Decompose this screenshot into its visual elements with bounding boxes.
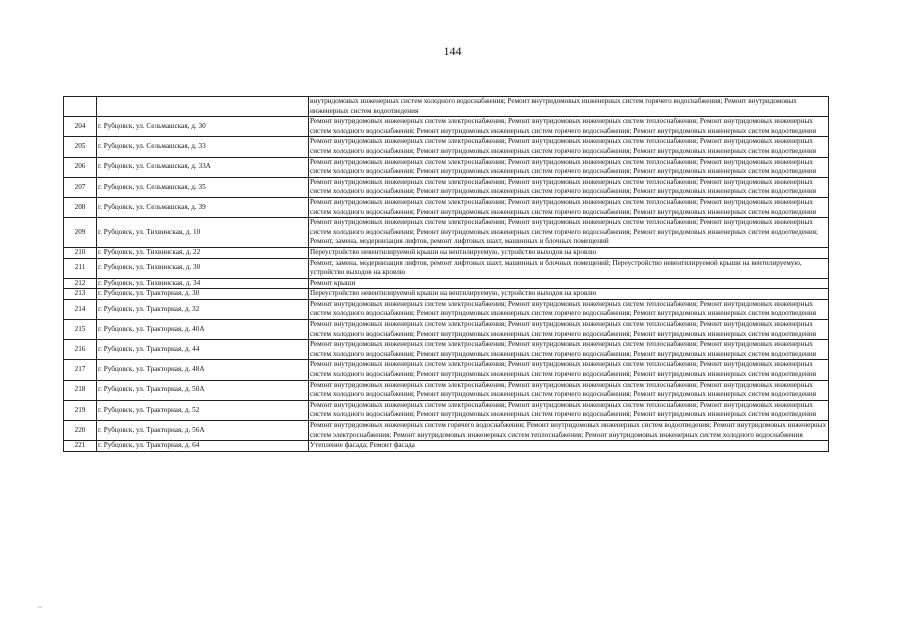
row-number-cell: 210 — [64, 247, 97, 258]
row-number-cell: 221 — [64, 441, 97, 452]
address-cell: г. Рубцовск, ул. Тихвинская, д. 10 — [97, 218, 309, 248]
row-number-cell: 205 — [64, 137, 97, 157]
works-cell: Переустройство невентилируемой крыши на вентилируемую, устройство выходов на кровлю — [309, 247, 829, 258]
row-number-cell: 219 — [64, 400, 97, 420]
address-cell: г. Рубцовск, ул. Тракторная, д. 32 — [97, 299, 309, 319]
table-row — [64, 218, 829, 248]
works-cell: Утепление фасада; Ремонт фасада — [309, 441, 829, 452]
address-cell: г. Рубцовск, ул. Сельмашская, д. 39 — [97, 197, 309, 217]
scan-mark: ~ — [38, 604, 42, 612]
row-number-cell: 220 — [64, 421, 97, 441]
page-number: 144 — [443, 44, 462, 58]
address-cell: г. Рубцовск, ул. Сельмашская, д. 30 — [97, 117, 309, 137]
works-cell: Ремонт внутридомовых инженерных систем электроснабжения; Ремонт внутридомовых инженерных систем теплоснабжения; Ремонт внутридомовых инженерных систем холодного водоснабжения; Ремонт внутридомовых инженерных систем горячего водоснабжения; Ремонт внутридомовых инженерных систем водоотведения — [309, 177, 829, 197]
address-cell: г. Рубцовск, ул. Тихвинская, д. 34 — [97, 278, 309, 289]
row-number-cell: 212 — [64, 278, 97, 289]
row-number-cell: 207 — [64, 177, 97, 197]
table-row — [64, 247, 829, 258]
table-row — [64, 289, 829, 300]
works-cell: Ремонт внутридомовых инженерных систем электроснабжения; Ремонт внутридомовых инженерных систем теплоснабжения; Ремонт внутридомовых инженерных систем холодного водоснабжения; Ремонт внутридомовых инженерных систем горячего водоснабжения; Ремонт внутридомовых инженерных систем водоотведения — [309, 340, 829, 360]
address-cell: г. Рубцовск, ул. Тракторная, д. 52 — [97, 400, 309, 420]
table-row — [64, 380, 829, 400]
table-row — [64, 157, 829, 177]
address-cell: г. Рубцовск, ул. Сельмашская, д. 35 — [97, 177, 309, 197]
works-cell: Ремонт крыши — [309, 278, 829, 289]
row-number-cell: 218 — [64, 380, 97, 400]
works-cell: Ремонт внутридомовых инженерных систем электроснабжения; Ремонт внутридомовых инженерных систем теплоснабжения; Ремонт внутридомовых инженерных систем холодного водоснабжения; Ремонт внутридомовых инженерных систем горячего водоснабжения; Ремонт внутридомовых инженерных систем водоотведения — [309, 380, 829, 400]
table-row — [64, 97, 829, 117]
address-cell: г. Рубцовск, ул. Тракторная, д. 56А — [97, 421, 309, 441]
table-row — [64, 360, 829, 380]
row-number-cell: 209 — [64, 218, 97, 248]
address-cell: г. Рубцовск, ул. Тракторная, д. 50А — [97, 380, 309, 400]
table-row — [64, 258, 829, 278]
table-body — [64, 97, 829, 452]
row-number-cell: 215 — [64, 320, 97, 340]
repair-program-table — [63, 96, 829, 452]
table-row — [64, 400, 829, 420]
row-number-cell: 204 — [64, 117, 97, 137]
row-number-cell: 216 — [64, 340, 97, 360]
row-number-cell: 208 — [64, 197, 97, 217]
table-row — [64, 340, 829, 360]
table-row — [64, 117, 829, 137]
address-cell: г. Рубцовск, ул. Тихвинская, д. 30 — [97, 258, 309, 278]
address-cell: г. Рубцовск, ул. Тракторная, д. 30 — [97, 289, 309, 300]
address-cell — [97, 97, 309, 117]
table-row — [64, 441, 829, 452]
address-cell: г. Рубцовск, ул. Тракторная, д. 44 — [97, 340, 309, 360]
row-number-cell: 217 — [64, 360, 97, 380]
row-number-cell: 206 — [64, 157, 97, 177]
works-cell: Ремонт внутридомовых инженерных систем электроснабжения; Ремонт внутридомовых инженерных систем теплоснабжения; Ремонт внутридомовых инженерных систем холодного водоснабжения; Ремонт внутридомовых инженерных систем горячего водоснабжения; Ремонт внутридомовых инженерных систем водоотведения — [309, 157, 829, 177]
works-cell: Ремонт внутридомовых инженерных систем электроснабжения; Ремонт внутридомовых инженерных систем теплоснабжения; Ремонт внутридомовых инженерных систем холодного водоснабжения; Ремонт внутридомовых инженерных систем горячего водоснабжения; Ремонт внутридомовых инженерных систем водоотведения — [309, 360, 829, 380]
works-cell: Ремонт внутридомовых инженерных систем электроснабжения; Ремонт внутридомовых инженерных систем теплоснабжения; Ремонт внутридомовых инженерных систем холодного водоснабжения; Ремонт внутридомовых инженерных систем горячего водоснабжения; Ремонт внутридомовых инженерных систем водоотведения — [309, 320, 829, 340]
row-number-cell: 211 — [64, 258, 97, 278]
works-cell: Ремонт внутридомовых инженерных систем горячего водоснабжения; Ремонт внутридомовых инженерных систем водоотведения; Ремонт внутридомовых инженерных систем электроснабжения; Ремонт внутридомовых инженерных систем теплоснабжения; Ремонт внутридомовых инженерных систем холодного водоснабжения — [309, 421, 829, 441]
works-cell: Ремонт внутридомовых инженерных систем электроснабжения; Ремонт внутридомовых инженерных систем теплоснабжения; Ремонт внутридомовых инженерных систем холодного водоснабжения; Ремонт внутридомовых инженерных систем горячего водоснабжения; Ремонт внутридомовых инженерных систем водоотведения — [309, 400, 829, 420]
works-cell: внутридомовых инженерных систем холодного водоснабжения; Ремонт внутридомовых инженерных систем горячего водоснабжения; Ремонт внутридомовых инженерных систем водоотведения — [309, 97, 829, 117]
works-cell: Ремонт внутридомовых инженерных систем электроснабжения; Ремонт внутридомовых инженерных систем теплоснабжения; Ремонт внутридомовых инженерных систем холодного водоснабжения; Ремонт внутридомовых инженерных систем горячего водоснабжения; Ремонт внутридомовых инженерных систем водоотведения — [309, 299, 829, 319]
works-cell: Ремонт внутридомовых инженерных систем электроснабжения; Ремонт внутридомовых инженерных систем теплоснабжения; Ремонт внутридомовых инженерных систем холодного водоснабжения; Ремонт внутридомовых инженерных систем горячего водоснабжения; Ремонт внутридомовых инженерных систем водоотведения — [309, 197, 829, 217]
address-cell: г. Рубцовск, ул. Тихвинская, д. 22 — [97, 247, 309, 258]
table-row — [64, 197, 829, 217]
table-row — [64, 421, 829, 441]
table-row — [64, 299, 829, 319]
works-cell: Ремонт, замена, модернизация лифтов, ремонт лифтовых шахт, машинных и блочных помещений; Переустройство невентилируемой крыши на вентилируемую, устройство выходов на кровлю — [309, 258, 829, 278]
row-number-cell: 213 — [64, 289, 97, 300]
address-cell: г. Рубцовск, ул. Тракторная, д. 48А — [97, 360, 309, 380]
table-row — [64, 177, 829, 197]
works-cell: Ремонт внутридомовых инженерных систем электроснабжения; Ремонт внутридомовых инженерных систем теплоснабжения; Ремонт внутридомовых инженерных систем холодного водоснабжения; Ремонт внутридомовых инженерных систем горячего водоснабжения; Ремонт внутридомовых инженерных систем водоотведения — [309, 137, 829, 157]
row-number-cell: 214 — [64, 299, 97, 319]
row-number-cell — [64, 97, 97, 117]
table-row — [64, 320, 829, 340]
address-cell: г. Рубцовск, ул. Тракторная, д. 64 — [97, 441, 309, 452]
works-cell: Переустройство невентилируемой крыши на вентилируемую, устройство выходов на кровлю — [309, 289, 829, 300]
works-cell: Ремонт внутридомовых инженерных систем электроснабжения; Ремонт внутридомовых инженерных систем теплоснабжения; Ремонт внутридомовых инженерных систем холодного водоснабжения; Ремонт внутридомовых инженерных систем горячего водоснабжения; Ремонт внутридомовых инженерных систем водоотведения — [309, 117, 829, 137]
table-row — [64, 278, 829, 289]
address-cell: г. Рубцовск, ул. Сельмашская, д. 33 — [97, 137, 309, 157]
address-cell: г. Рубцовск, ул. Сельмашская, д. 33А — [97, 157, 309, 177]
works-cell: Ремонт внутридомовых инженерных систем электроснабжения; Ремонт внутридомовых инженерных систем теплоснабжения; Ремонт внутридомовых инженерных систем холодного водоснабжения; Ремонт внутридомовых инженерных систем горячего водоснабжения; Ремонт внутридомовых инженерных систем водоотведения; Ремонт, замена, модернизация лифтов, ремонт лифтовых шахт, машинных и блочных помещений — [309, 218, 829, 248]
address-cell: г. Рубцовск, ул. Тракторная, д. 40А — [97, 320, 309, 340]
table-row — [64, 137, 829, 157]
